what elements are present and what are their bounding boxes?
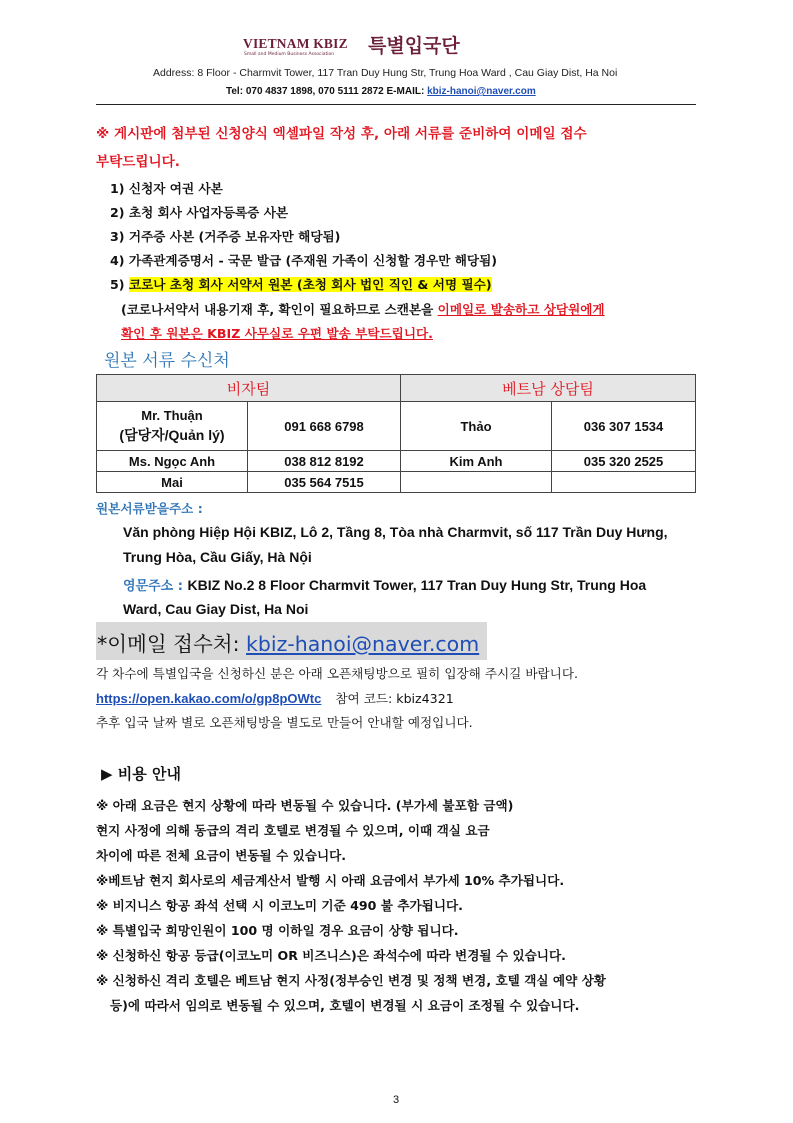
contact-phone: 038 812 8192: [248, 451, 401, 472]
kakao-line: [96, 688, 454, 707]
receiver-title: 원본 서류 수신처: [104, 351, 230, 371]
notice-line-2: 부탁드립니다.: [96, 154, 180, 170]
doc-item-5: [110, 274, 492, 293]
cost-line: ※ 신청하신 항공 등급(이코노미 OR 비즈니스)은 좌석수에 따라 변경될 수 있습니다.: [96, 948, 566, 963]
receiver-table: [96, 374, 696, 493]
kakao-notice: 각 차수에 특별입국을 신청하신 분은 아래 오픈채팅방으로 필히 입장해 주시길 바랍니다.: [96, 666, 578, 681]
address-label: 원본서류받을주소 :: [96, 501, 203, 516]
doc-item-5-number: 5): [110, 277, 129, 292]
doc-item-4: 4) 가족관계증명서 - 국문 발급 (주재원 가족이 신청할 경우만 해당됨): [110, 253, 498, 268]
email-receive-line: [97, 627, 479, 657]
cost-line: ※ 비지니스 항공 좌석 선택 시 이코노미 기준 490 불 추가됩니다.: [96, 898, 463, 913]
vn-contact-phone: [552, 472, 696, 493]
cost-line: ※ 특별입국 희망인원이 100 명 이하일 경우 요금이 상향 됩니다.: [96, 923, 459, 938]
doc-item-5-text: 코로나 초청 회사 서약서 원본 (초청 회사 법인 직인 & 서명 필수): [128, 277, 492, 292]
vn-contact-phone: 036 307 1534: [552, 402, 696, 451]
contact-name: [97, 402, 248, 451]
address-vn-line-2: Trung Hòa, Cầu Giấy, Hà Nội: [123, 549, 312, 565]
doc-note-line-1: [121, 299, 605, 318]
cost-line: ※베트남 현지 회사로의 세금계산서 발행 시 아래 요금에서 부가세 10% 추가됩니다.: [96, 873, 565, 888]
cost-line: 현지 사정에 의해 동급의 격리 호텔로 변경될 수 있으며, 이때 객실 요금: [96, 823, 490, 838]
col-vietnam-team: 베트남 상담팀: [401, 375, 696, 402]
doc-item-1: 1) 신청자 여권 사본: [110, 181, 223, 196]
cost-line: 등)에 따라서 임의로 변동될 수 있으며, 호텔이 변경될 시 요금이 조정될 수 있습니다.: [110, 998, 580, 1013]
vn-contact-name: [401, 472, 552, 493]
notice-line-1: ※ 게시판에 첨부된 신청양식 엑셀파일 작성 후, 아래 서류를 준비하여 이메일 접수: [96, 126, 587, 142]
email-receive-label: *이메일 접수처:: [97, 632, 247, 656]
cost-line: 차이에 따른 전체 요금이 변동될 수 있습니다.: [96, 848, 347, 863]
contact-phone: 091 668 6798: [248, 402, 401, 451]
header-address: Address: 8 Floor - Charmvit Tower, 117 Tran Duy Hung Str, Trung Hoa Ward , Cau Giay Dist, Ha Noi: [153, 67, 618, 79]
vn-contact-phone: 035 320 2525: [552, 451, 696, 472]
cost-title: ▶ 비용 안내: [101, 765, 181, 783]
address-en-text: KBIZ No.2 8 Floor Charmvit Tower, 117 Tran Duy Hung Str, Trung Hoa: [187, 577, 647, 593]
address-en-label: 영문주소 :: [123, 579, 188, 594]
cost-line: ※ 신청하신 격리 호텔은 베트남 현지 사정(정부승인 변경 및 정책 변경, 호텔 객실 예약 상황: [96, 973, 606, 988]
doc-note-b: 이메일로 발송하고 상담원에게: [437, 302, 605, 317]
doc-note-a: (코로나서약서 내용기재 후, 확인이 필요하므로 스캔본을: [121, 302, 438, 317]
vn-contact-name: Kim Anh: [401, 451, 552, 472]
table-row: [97, 451, 696, 472]
col-visa-team: 비자팀: [97, 375, 401, 402]
contact-name: Ms. Ngọc Anh: [97, 451, 248, 472]
cost-line: ※ 아래 요금은 현지 상황에 따라 변동될 수 있습니다. (부가세 불포함 금액): [96, 798, 514, 813]
org-subtitle: Small and Medium Business Association: [244, 52, 335, 57]
contact-phone: 035 564 7515: [248, 472, 401, 493]
header-contact: [226, 86, 536, 97]
email-receive-link[interactable]: kbiz-hanoi@naver.com: [246, 632, 480, 656]
org-name-ko: 특별입국단: [368, 35, 460, 57]
address-en-line-2: Ward, Cau Giay Dist, Ha Noi: [123, 601, 309, 617]
contact-name: Mai: [97, 472, 248, 493]
header-email-link[interactable]: kbiz-hanoi@naver.com: [427, 86, 536, 97]
kakao-link[interactable]: https://open.kakao.com/o/gp8pOWtc: [96, 691, 322, 706]
org-name-en: VIETNAM KBIZ: [243, 36, 348, 51]
address-en-line-1: [123, 575, 646, 594]
doc-note-line-2: 확인 후 원본은 KBIZ 사무실로 우편 발송 부탁드립니다.: [121, 326, 433, 341]
contact-role: (담당자/Quản lý): [119, 427, 225, 444]
vn-contact-name: Thảo: [401, 402, 552, 451]
table-row: [97, 472, 696, 493]
kakao-code: 참여 코드: kbiz4321: [335, 691, 454, 706]
kakao-followup: 추후 입국 날짜 별로 오픈채팅방을 별도로 만들어 안내할 예정입니다.: [96, 715, 473, 730]
table-row: [97, 402, 696, 451]
page-number: 3: [393, 1094, 400, 1106]
address-vn-line-1: Văn phòng Hiệp Hội KBIZ, Lô 2, Tầng 8, Tòa nhà Charmvit, số 117 Trần Duy Hưng,: [123, 524, 668, 540]
doc-item-3: 3) 거주증 사본 (거주증 보유자만 해당됨): [110, 229, 341, 244]
header-tel: Tel: 070 4837 1898, 070 5111 2872 E-MAIL:: [226, 86, 428, 97]
contact-name-text: Mr. Thuận: [141, 407, 203, 423]
header-divider: [96, 104, 696, 105]
doc-item-2: 2) 초청 회사 사업자등록증 사본: [110, 205, 289, 220]
